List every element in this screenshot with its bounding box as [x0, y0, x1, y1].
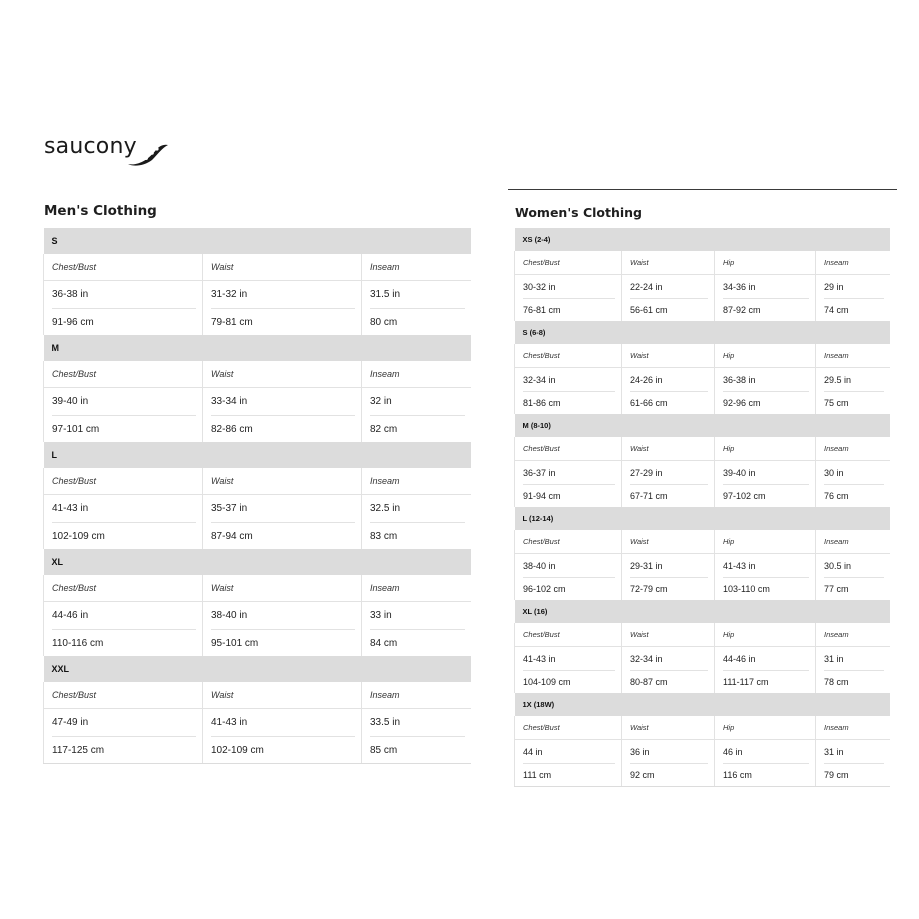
hip-cell: 39-40 in 97-102 cm [715, 461, 816, 508]
waist-cell: 41-43 in 102-109 cm [203, 709, 362, 764]
hip-cell: 36-38 in 92-96 cm [715, 368, 816, 415]
table-row [515, 368, 890, 415]
size-row-header [44, 656, 471, 682]
size-label: 1X (18W) [515, 693, 890, 716]
table-row [44, 281, 471, 336]
column-header-inseam: Inseam [816, 437, 890, 461]
size-label: XS (2-4) [515, 228, 890, 251]
column-header-inseam: Inseam [816, 530, 890, 554]
column-header-inseam: Inseam [362, 361, 471, 388]
size-label: XL [44, 549, 471, 575]
table-row [44, 602, 471, 657]
table-row [44, 388, 471, 443]
chest-cell: 32-34 in 81-86 cm [515, 368, 622, 415]
column-header-hip: Hip [715, 716, 816, 740]
top-divider [508, 189, 897, 190]
column-header-waist: Waist [203, 575, 362, 602]
size-row-header [515, 321, 890, 344]
inseam-cell: 29.5 in 75 cm [816, 368, 890, 415]
column-header-hip: Hip [715, 344, 816, 368]
chest-cell: 30-32 in 76-81 cm [515, 275, 622, 322]
chest-cell: 41-43 in 104-109 cm [515, 647, 622, 694]
inseam-cell: 31.5 in 80 cm [362, 281, 471, 336]
column-header-inseam: Inseam [362, 575, 471, 602]
column-header-chest: Chest/Bust [515, 344, 622, 368]
hip-cell: 34-36 in 87-92 cm [715, 275, 816, 322]
column-header-chest: Chest/Bust [44, 468, 203, 495]
hip-cell: 46 in 116 cm [715, 740, 816, 787]
column-header-hip: Hip [715, 530, 816, 554]
chest-cell: 39-40 in 97-101 cm [44, 388, 203, 443]
column-header-waist: Waist [622, 716, 715, 740]
column-header-waist: Waist [622, 437, 715, 461]
size-row-header [515, 414, 890, 437]
column-header-waist: Waist [622, 344, 715, 368]
column-header-inseam: Inseam [816, 344, 890, 368]
column-header-inseam: Inseam [362, 682, 471, 709]
column-header-hip: Hip [715, 251, 816, 275]
waist-cell: 38-40 in 95-101 cm [203, 602, 362, 657]
column-header-chest: Chest/Bust [515, 623, 622, 647]
size-row-header [515, 228, 890, 251]
column-header-waist: Waist [622, 623, 715, 647]
inseam-cell: 31 in 78 cm [816, 647, 890, 694]
waist-cell: 24-26 in 61-66 cm [622, 368, 715, 415]
size-row-header [515, 693, 890, 716]
waist-cell: 35-37 in 87-94 cm [203, 495, 362, 550]
waist-cell: 29-31 in 72-79 cm [622, 554, 715, 601]
column-header-hip: Hip [715, 437, 816, 461]
column-header-inseam: Inseam [816, 251, 890, 275]
column-header-chest: Chest/Bust [515, 251, 622, 275]
column-header-inseam: Inseam [816, 623, 890, 647]
chest-cell: 36-38 in 91-96 cm [44, 281, 203, 336]
size-row-header [515, 600, 890, 623]
chest-cell: 36-37 in 91-94 cm [515, 461, 622, 508]
column-header-chest: Chest/Bust [44, 361, 203, 388]
column-header-waist: Waist [622, 530, 715, 554]
size-label: L (12-14) [515, 507, 890, 530]
chest-cell: 47-49 in 117-125 cm [44, 709, 203, 764]
column-header-inseam: Inseam [816, 716, 890, 740]
hip-cell: 44-46 in 111-117 cm [715, 647, 816, 694]
column-header-chest: Chest/Bust [44, 254, 203, 281]
column-header-waist: Waist [203, 682, 362, 709]
column-header-inseam: Inseam [362, 468, 471, 495]
table-row [515, 740, 890, 787]
size-label: M (8-10) [515, 414, 890, 437]
size-row-header [44, 549, 471, 575]
column-header-chest: Chest/Bust [515, 716, 622, 740]
womens-clothing-title: Women's Clothing [515, 205, 643, 220]
table-row [515, 647, 890, 694]
size-label: L [44, 442, 471, 468]
table-row [44, 709, 471, 764]
mens-clothing-title: Men's Clothing [44, 203, 157, 219]
column-header-waist: Waist [203, 254, 362, 281]
chest-cell: 41-43 in 102-109 cm [44, 495, 203, 550]
hip-cell: 41-43 in 103-110 cm [715, 554, 816, 601]
waist-cell: 33-34 in 82-86 cm [203, 388, 362, 443]
waist-cell: 27-29 in 67-71 cm [622, 461, 715, 508]
waist-cell: 32-34 in 80-87 cm [622, 647, 715, 694]
chest-cell: 44-46 in 110-116 cm [44, 602, 203, 657]
size-row-header [44, 442, 471, 468]
inseam-cell: 30.5 in 77 cm [816, 554, 890, 601]
size-label: XXL [44, 656, 471, 682]
size-row-header [44, 335, 471, 361]
size-label: XL (16) [515, 600, 890, 623]
column-header-waist: Waist [203, 361, 362, 388]
table-row [515, 554, 890, 601]
inseam-cell: 31 in 79 cm [816, 740, 890, 787]
size-label: S [44, 228, 471, 254]
column-header-hip: Hip [715, 623, 816, 647]
waist-cell: 22-24 in 56-61 cm [622, 275, 715, 322]
table-row [515, 275, 890, 322]
inseam-cell: 29 in 74 cm [816, 275, 890, 322]
column-header-chest: Chest/Bust [44, 682, 203, 709]
mens-size-table [43, 228, 471, 764]
column-header-chest: Chest/Bust [515, 437, 622, 461]
inseam-cell: 33.5 in 85 cm [362, 709, 471, 764]
size-row-header [44, 228, 471, 254]
column-header-inseam: Inseam [362, 254, 471, 281]
size-label: M [44, 335, 471, 361]
brand-logo: saucony [44, 134, 137, 159]
column-header-chest: Chest/Bust [44, 575, 203, 602]
column-header-waist: Waist [203, 468, 362, 495]
table-row [515, 461, 890, 508]
table-row [44, 495, 471, 550]
saucony-wave-logo-icon [126, 142, 170, 168]
waist-cell: 31-32 in 79-81 cm [203, 281, 362, 336]
chest-cell: 38-40 in 96-102 cm [515, 554, 622, 601]
inseam-cell: 30 in 76 cm [816, 461, 890, 508]
inseam-cell: 32 in 82 cm [362, 388, 471, 443]
column-header-chest: Chest/Bust [515, 530, 622, 554]
size-row-header [515, 507, 890, 530]
chest-cell: 44 in 111 cm [515, 740, 622, 787]
column-header-waist: Waist [622, 251, 715, 275]
inseam-cell: 33 in 84 cm [362, 602, 471, 657]
womens-size-table [514, 228, 890, 787]
inseam-cell: 32.5 in 83 cm [362, 495, 471, 550]
waist-cell: 36 in 92 cm [622, 740, 715, 787]
size-label: S (6-8) [515, 321, 890, 344]
